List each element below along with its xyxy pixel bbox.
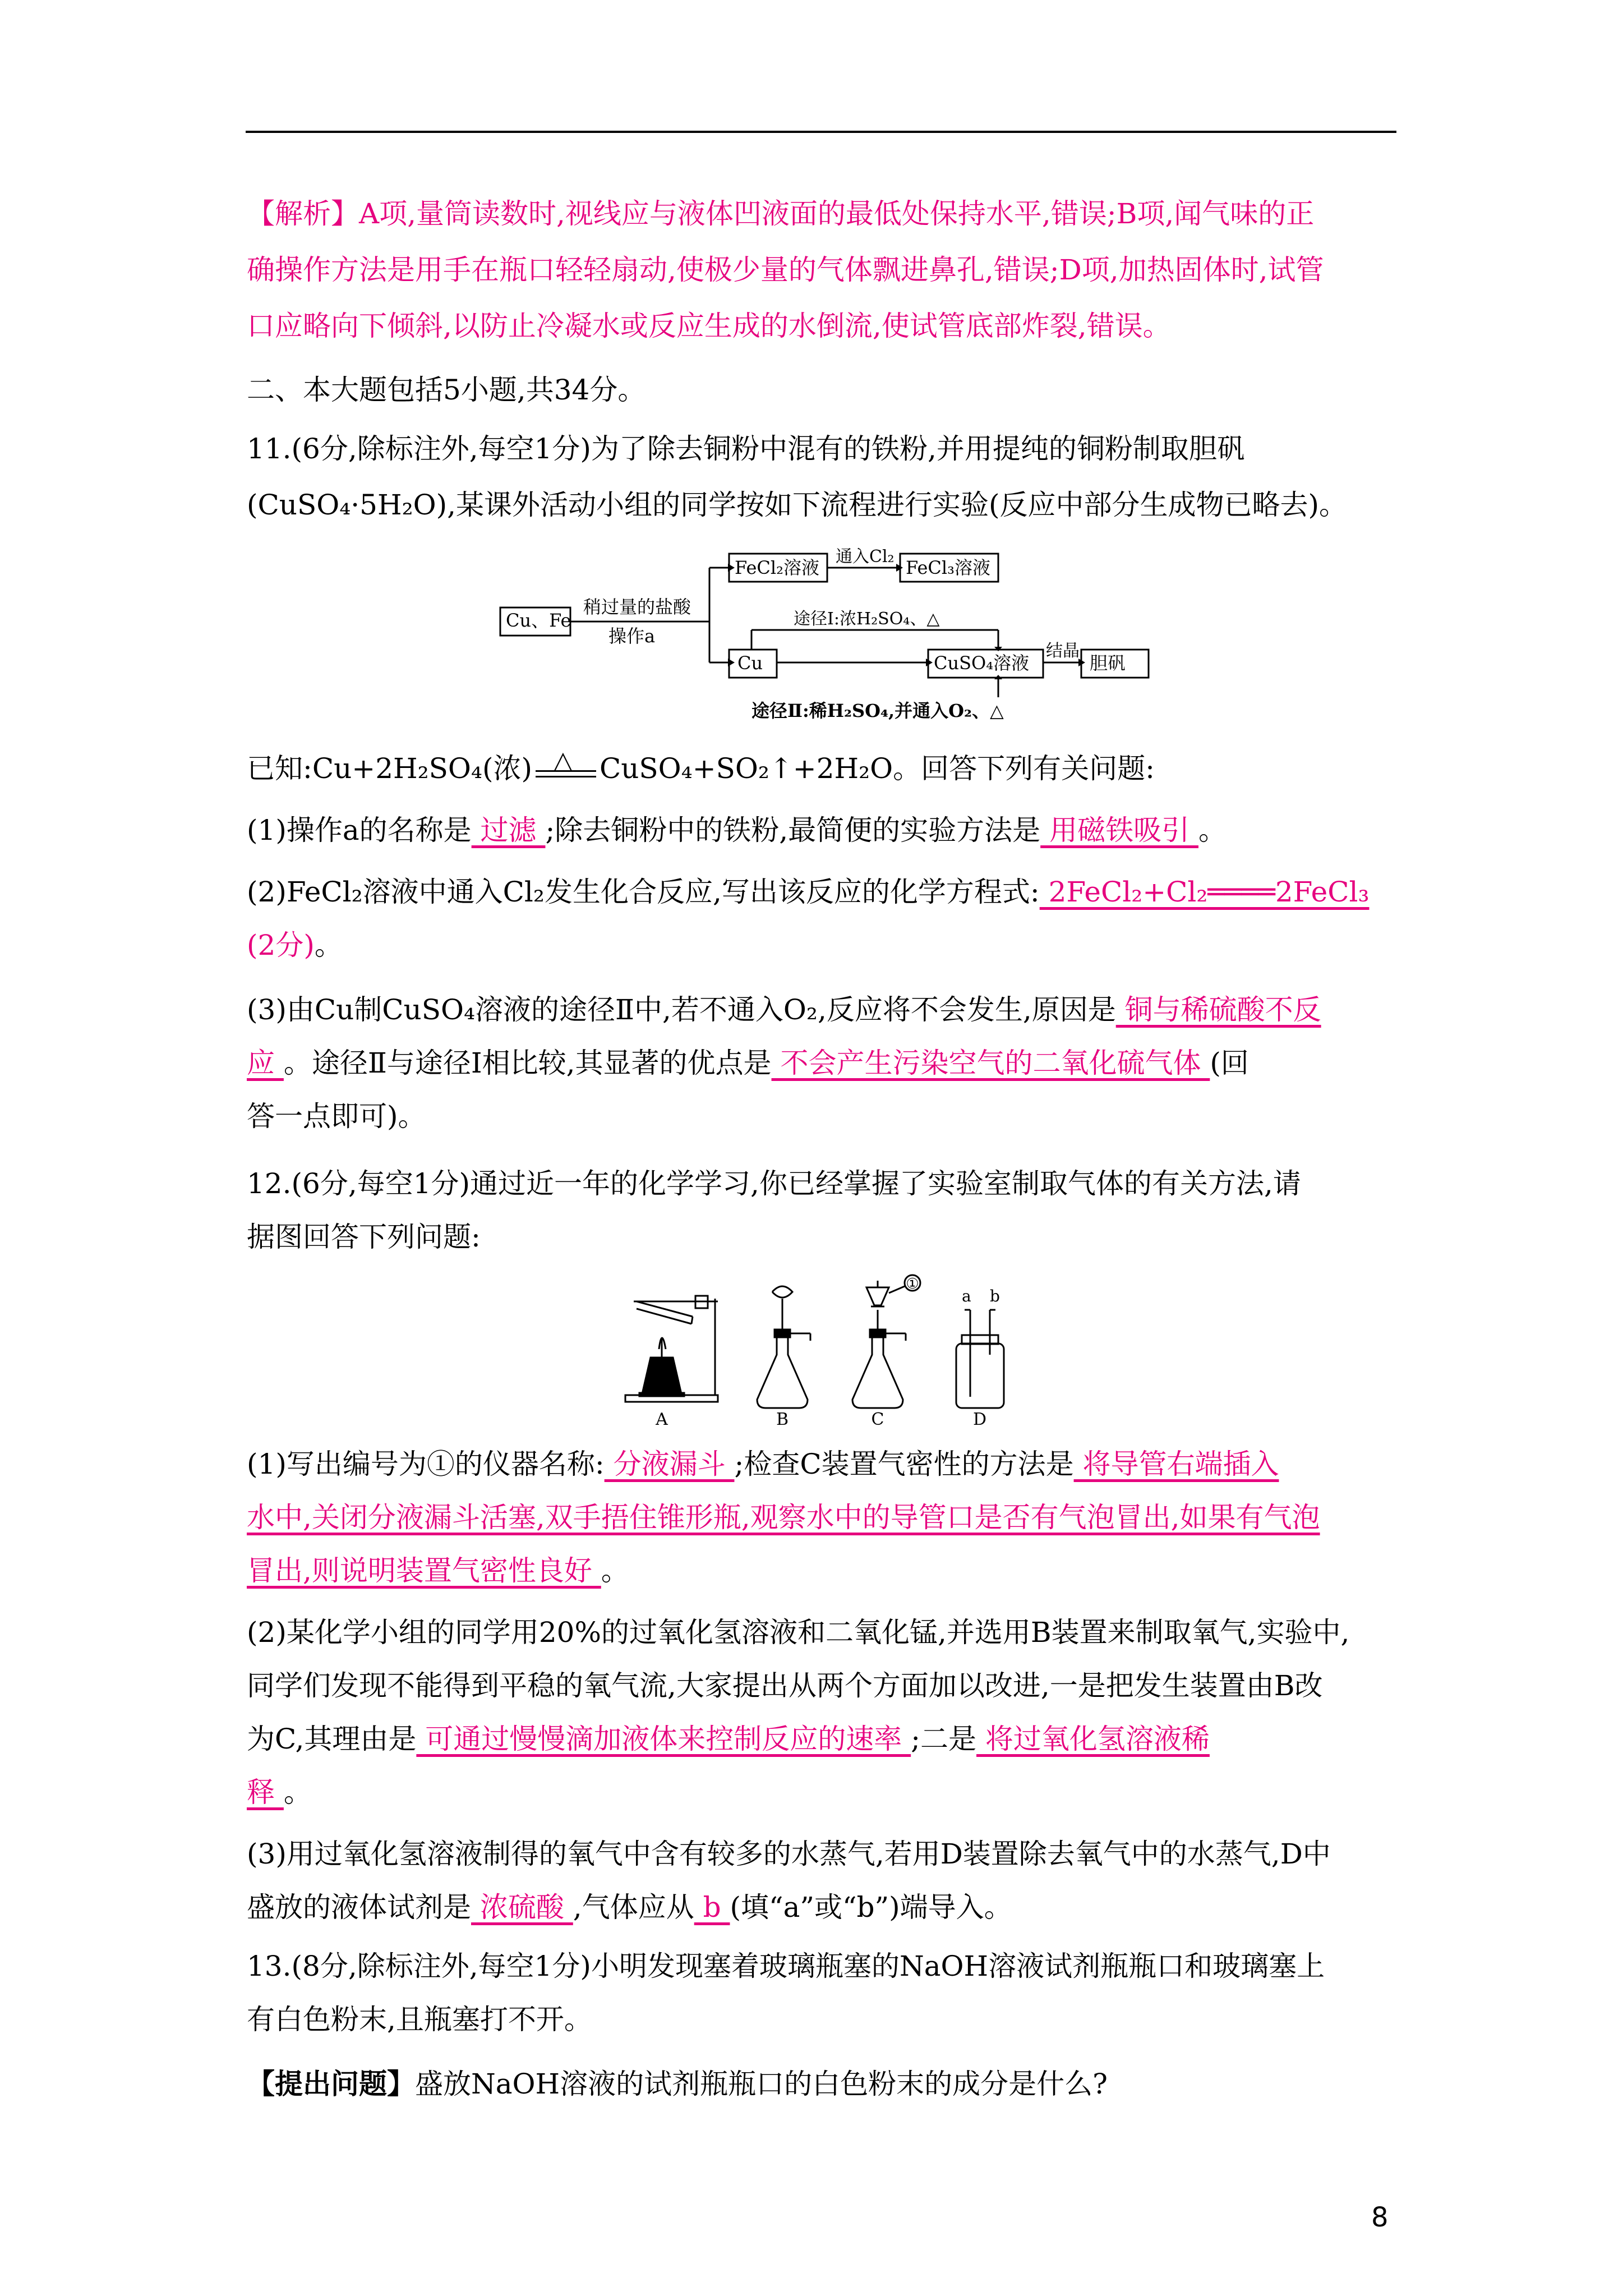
- page-number: 8: [1371, 2202, 1389, 2233]
- q11-line-1: 11.(6分,除标注外,每空1分)为了除去铜粉中混有的铁粉,并用提纯的铜粉制取胆矾: [247, 432, 1245, 465]
- label-A: A: [656, 1410, 668, 1428]
- q11-part-3-end: 答一点即可)。: [247, 1100, 426, 1133]
- answer-blank: 可通过慢慢滴加液体来控制反应的速率: [416, 1723, 911, 1755]
- heat-condition-sign: △: [532, 757, 600, 785]
- answer-blank: 过滤: [471, 814, 546, 846]
- analysis-line-1: 【解析】A项,量筒读数时,视线应与液体凹液面的最低处保持水平,错误;B项,闻气味的正: [247, 197, 1315, 230]
- flow-cuso4-box: CuSO₄溶液: [934, 652, 1030, 674]
- q11-known-equation: 已知:Cu+2H₂SO₄(浓) △ CuSO₄+SO₂↑+2H₂O。回答下列有关问题:: [247, 746, 1155, 785]
- answer-blank: 分液漏斗: [604, 1448, 735, 1480]
- label-C: C: [871, 1410, 884, 1428]
- answer-blank: 应: [247, 1047, 284, 1079]
- flow-route-2: 途径Ⅱ:稀H₂SO₄,并通入O₂、△: [751, 700, 1004, 721]
- answer-blank: 将过氧化氢溶液稀: [976, 1723, 1210, 1755]
- q11-part-2-cont: (2分)。: [247, 929, 343, 961]
- flow-crystal-label: 结晶: [1046, 641, 1080, 661]
- label-B: B: [776, 1410, 789, 1428]
- answer-blank: 浓硫酸: [471, 1891, 573, 1924]
- analysis-line-3: 口应略向下倾斜,以防止冷凝水或反应生成的水倒流,使试管底部炸裂,错误。: [247, 310, 1171, 342]
- q12-line-2: 据图回答下列问题:: [247, 1221, 481, 1253]
- answer-blank: 将导管右端插入: [1073, 1448, 1279, 1480]
- label-a: a: [962, 1287, 971, 1305]
- flow-fecl2-box: FeCl₂溶液: [735, 557, 819, 578]
- q12-part-2-line-3: 为C,其理由是 可通过慢慢滴加液体来控制反应的速率 ;二是 将过氧化氢溶液稀: [247, 1723, 1210, 1755]
- q12-line-1: 12.(6分,每空1分)通过近一年的化学学习,你已经掌握了实验室制取气体的有关方法,请: [247, 1167, 1301, 1200]
- answer-blank: b: [694, 1891, 730, 1924]
- mark-1: ①: [906, 1276, 919, 1292]
- analysis-label: 【解析】: [247, 197, 359, 230]
- header-rule: [246, 131, 1396, 133]
- q11-part-2: (2)FeCl₂溶液中通入Cl₂发生化合反应,写出该反应的化学方程式: 2FeCl₂+Cl₂════2FeCl₃: [247, 876, 1370, 908]
- q12-part-1-cont: [247, 1498, 1320, 1537]
- q13-line-1: 13.(8分,除标注外,每空1分)小明发现塞着玻璃瓶塞的NaOH溶液试剂瓶瓶口和玻璃塞上: [247, 1950, 1325, 1982]
- flow-cu-box: Cu: [737, 652, 763, 674]
- q11-part-3-cont: 应 。途径Ⅱ与途径Ⅰ相比较,其显著的优点是 不会产生污染空气的二氧化硫气体 (回: [247, 1047, 1249, 1079]
- answer-blank: 铜与稀硫酸不反: [1115, 993, 1321, 1026]
- flow-operation-a: 操作a: [608, 625, 656, 647]
- flow-hcl-label: 稍过量的盐酸: [583, 596, 691, 618]
- flow-product-box: 胆矾: [1090, 652, 1126, 674]
- answer-blank: 不会产生污染空气的二氧化硫气体: [771, 1047, 1210, 1079]
- answer-blank: 水中,关闭分液漏斗活塞,双手捂住锥形瓶,观察水中的导管口是否有气泡冒出,如果有气泡: [247, 1501, 1320, 1534]
- q12-part-2-line-1: (2)某化学小组的同学用20%的过氧化氢溶液和二氧化锰,并选用B装置来制取氧气,实验中,: [247, 1616, 1350, 1649]
- label-b: b: [990, 1287, 1000, 1305]
- answer-blank: 用磁铁吸引: [1040, 814, 1198, 846]
- q13-line-2: 有白色粉末,且瓶塞打不开。: [247, 2003, 592, 2036]
- q12-part-3-line-1: (3)用过氧化氢溶液制得的氧气中含有较多的水蒸气,若用D装置除去氧气中的水蒸气,D中: [247, 1838, 1331, 1870]
- q12-part-3-line-2: 盛放的液体试剂是 浓硫酸 ,气体应从 b (填“a”或“b”)端导入。: [247, 1891, 1012, 1924]
- answer-blank: 冒出,则说明装置气密性良好: [247, 1554, 601, 1587]
- q12-part-2-line-2: 同学们发现不能得到平稳的氧气流,大家提出从两个方面加以改进,一是把发生装置由B改: [247, 1669, 1323, 1702]
- q11-line-2: (CuSO₄·5H₂O),某课外活动小组的同学按如下流程进行实验(反应中部分生成物已略去)。: [247, 489, 1348, 521]
- flow-route-1: 途径Ⅰ:浓H₂SO₄、△: [794, 609, 940, 629]
- flow-start-box: Cu、Fe: [506, 610, 571, 631]
- answer-blank: 释: [247, 1776, 284, 1809]
- label-D: D: [972, 1410, 987, 1428]
- q12-part-2-line-4: 释 。: [247, 1776, 312, 1809]
- section-heading: 二、本大题包括5小题,共34分。: [247, 374, 646, 406]
- q12-apparatus-figure: [620, 1271, 1035, 1428]
- q12-part-1: (1)写出编号为①的仪器名称: 分液漏斗 ;检查C装置气密性的方法是 将导管右端插入: [247, 1448, 1279, 1480]
- q13-ask-label: 【提出问题】: [247, 2067, 415, 2100]
- flow-cl2-label: 通入Cl₂: [836, 547, 895, 567]
- analysis-line-2: 确操作方法是用手在瓶口轻轻扇动,使极少量的气体飘进鼻孔,错误;D项,加热固体时,试管: [247, 254, 1324, 286]
- q12-part-1-end: 冒出,则说明装置气密性良好 。: [247, 1554, 629, 1587]
- flow-fecl3-box: FeCl₃溶液: [906, 557, 990, 578]
- q11-part-1: (1)操作a的名称是 过滤 ;除去铜粉中的铁粉,最简便的实验方法是 用磁铁吸引 。: [247, 814, 1227, 846]
- q11-flow-diagram: [494, 547, 1155, 732]
- answer-blank: 2FeCl₂+Cl₂════2FeCl₃: [1039, 876, 1370, 908]
- q13-question: 【提出问题】盛放NaOH溶液的试剂瓶瓶口的白色粉末的成分是什么?: [247, 2067, 1108, 2100]
- q11-part-3: (3)由Cu制CuSO₄溶液的途径Ⅱ中,若不通入O₂,反应将不会发生,原因是 铜与稀硫酸不反: [247, 993, 1321, 1026]
